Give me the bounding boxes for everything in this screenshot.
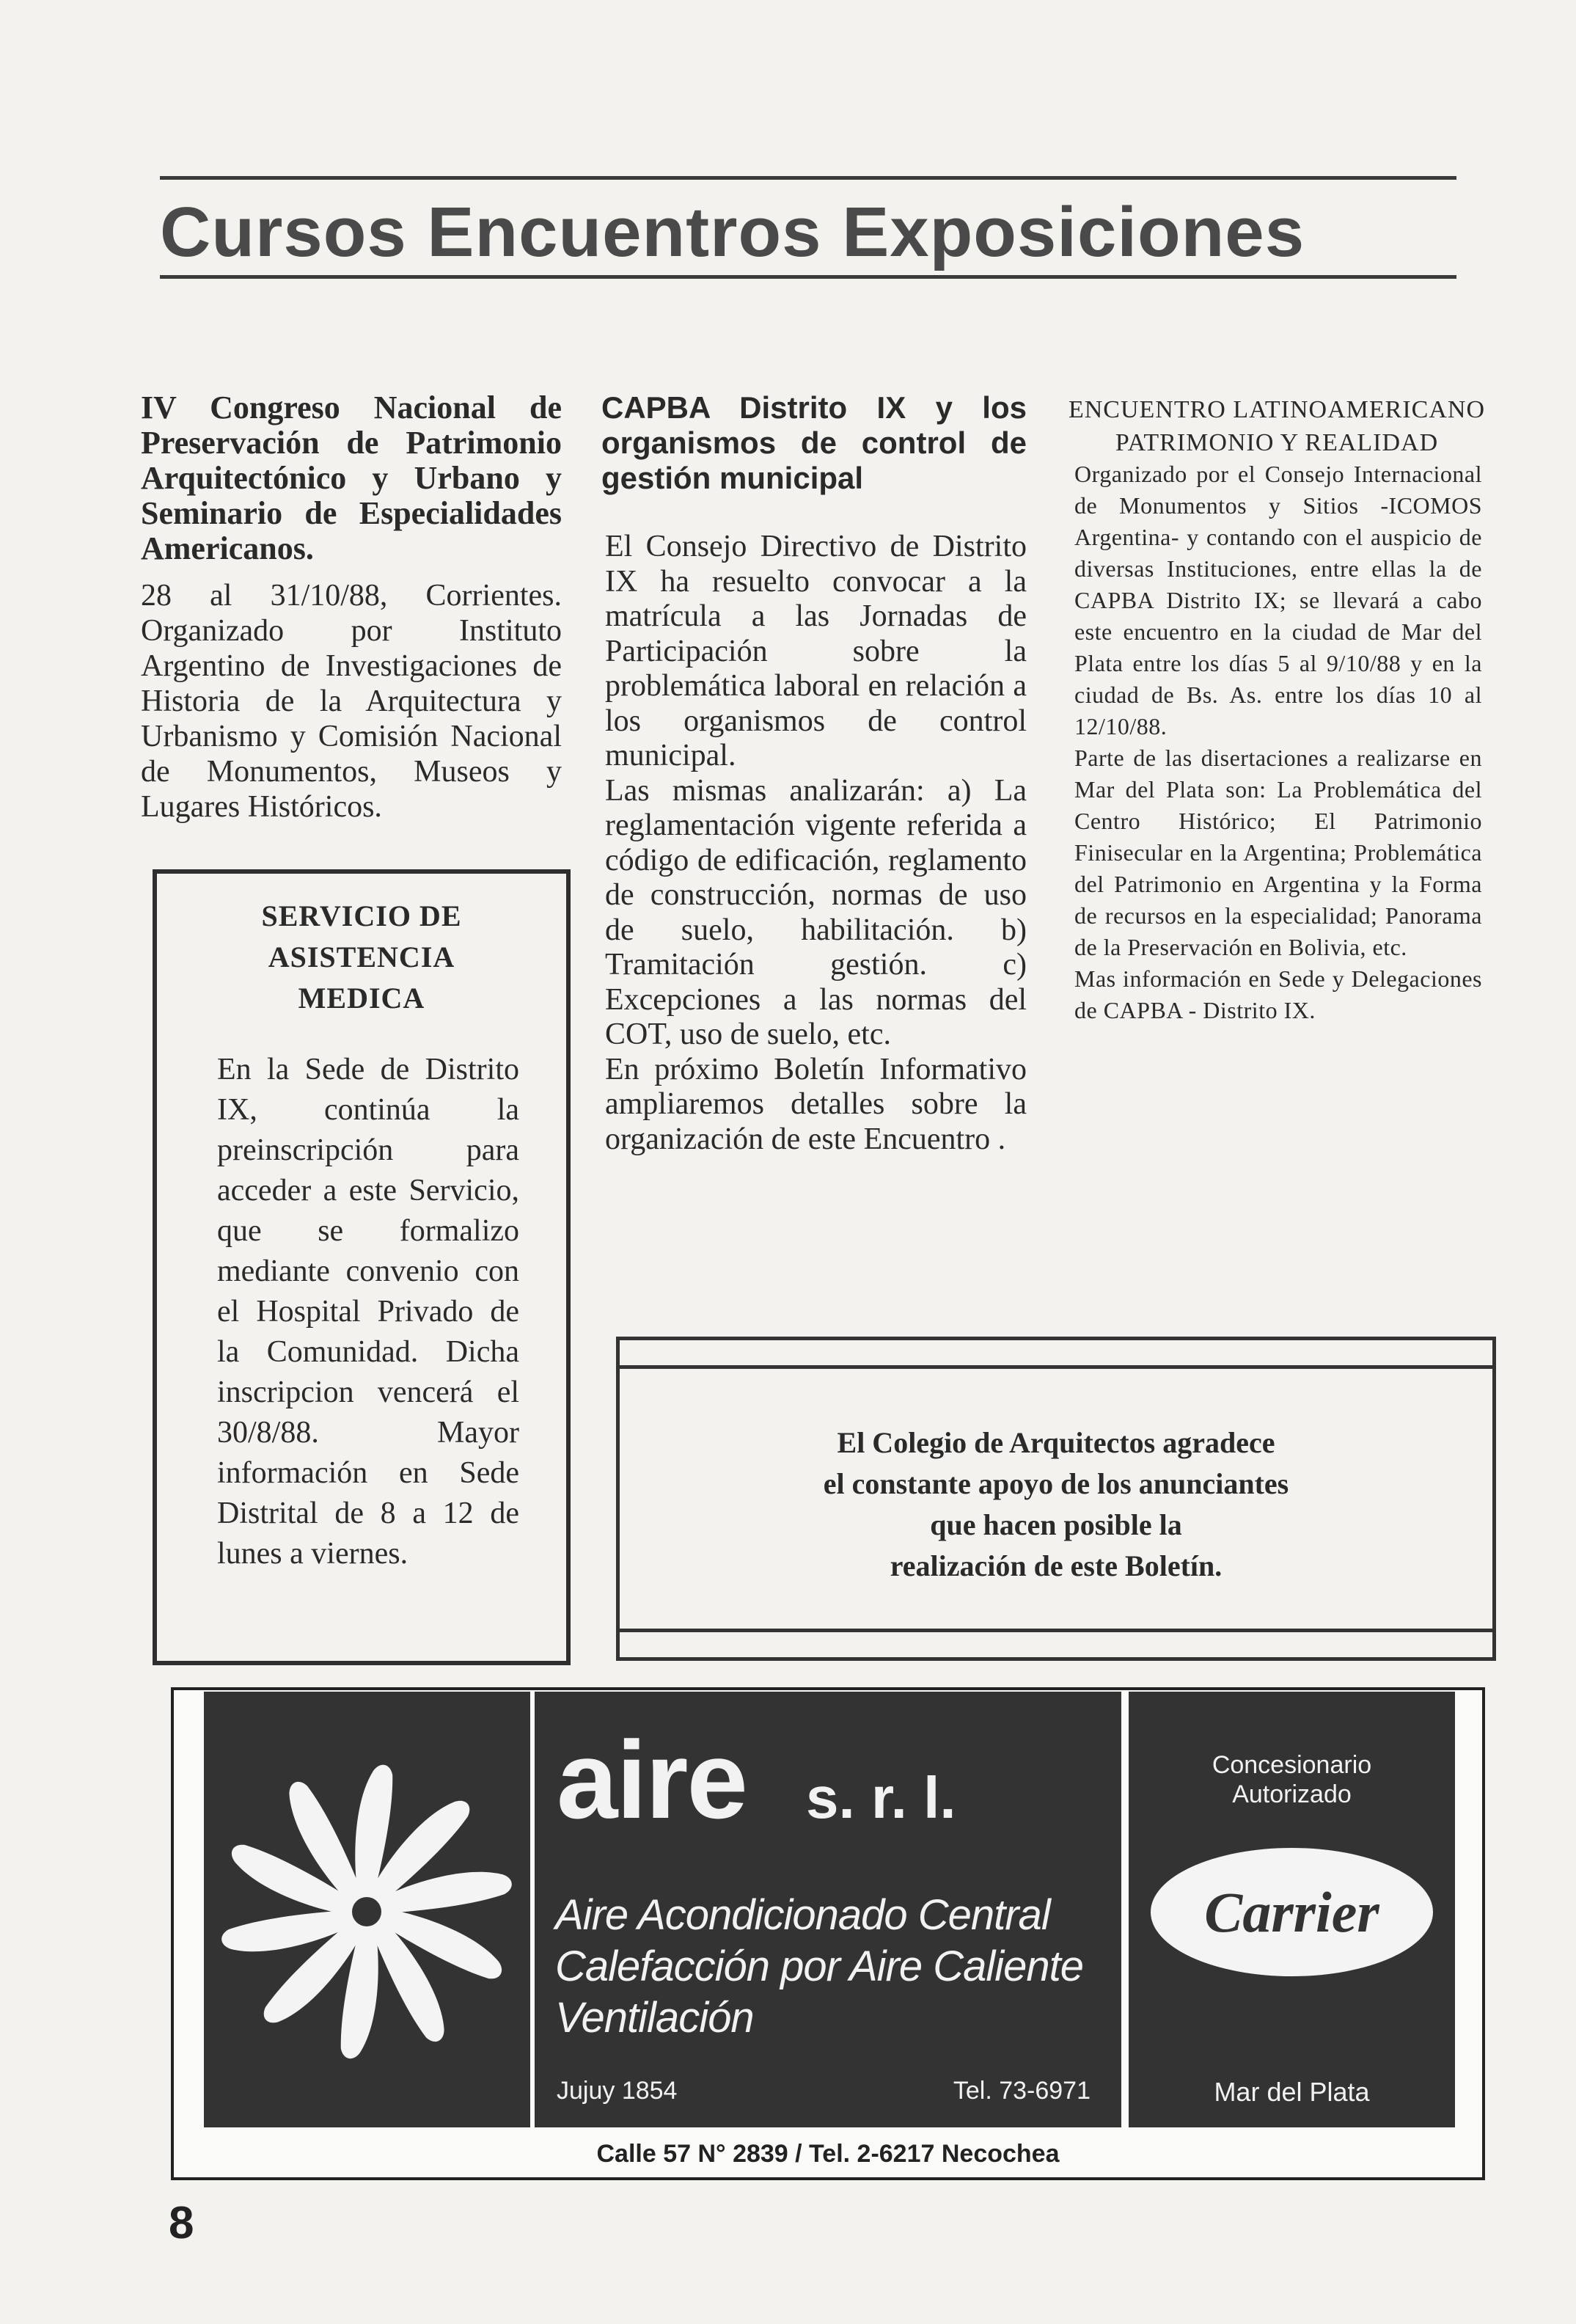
brand-suffix: s. r. l.: [806, 1765, 956, 1830]
congress-body: 28 al 31/10/88, Corrientes. Organizado por Instituto Argentino de Investigaciones de Historia de la Arquitectura y Urbanismo y Comisión Nacional de Monumentos, Museos y Lugares Históricos.: [141, 579, 562, 824]
advertisement: [171, 1687, 1485, 2180]
section-title: Cursos Encuentros Exposiciones: [160, 193, 1305, 271]
ad-footer: Calle 57 N° 2839 / Tel. 2-6217 Necochea: [596, 2140, 1060, 2168]
encuentro-paragraph: Organizado por el Consejo Internacional de Monumentos y Sitios -ICOMOS Argentina- y contando con el auspicio de diversas Instituciones, entre ellas la de CAPBA Distrito IX; se llevará a cabo este encuentro en la ciudad de Mar del Plata entre los días 5 al 9/10/88 y en la ciudad de Bs. As. entre los días 10 al 12/10/88.: [1074, 461, 1482, 739]
encuentro-paragraph: Parte de las disertaciones a realizarse en Mar del Plata son: La Problemática del Centro Histórico; El Patrimonio Finisecular en la Argentina; Problemática del Patrimonio en Argentina y la Forma de recursos en la especialidad; Panorama de la Preservación en Bolivia, etc.: [1074, 745, 1482, 960]
medical-title-line: SERVICIO DE: [261, 899, 462, 932]
dealer-city: Mar del Plata: [1214, 2077, 1370, 2107]
capba-paragraph: En próximo Boletín Informativo ampliaremos detalles sobre la organización de este Encuentro .: [605, 1052, 1027, 1156]
carrier-logo: [1151, 1848, 1433, 1976]
ad-service-line: Ventilación: [555, 1994, 754, 2042]
dealer-label-line: Autorizado: [1232, 1780, 1352, 1808]
encuentro-heading-line: ENCUENTRO LATINOAMERICANO: [1068, 396, 1486, 423]
ad-phone: Tel. 73-6971: [953, 2077, 1091, 2105]
ad-service-line: Aire Acondicionado Central: [555, 1891, 1050, 1939]
thanks-box: [616, 1337, 1496, 1661]
brand-logo: aire: [557, 1718, 747, 1841]
encuentro-heading-line: PATRIMONIO Y REALIDAD: [1115, 429, 1439, 456]
thanks-line: el constante apoyo de los anunciantes: [823, 1467, 1289, 1500]
dealer-label: [1129, 1750, 1455, 1809]
page-number: 8: [169, 2198, 194, 2248]
congress-heading: IV Congreso Nacional de Preservación de Patrimonio Arquitectónico y Urbano y Seminario de Especialidades Americanos.: [141, 390, 562, 566]
ad-address: Jujuy 1854: [557, 2077, 678, 2105]
thanks-line: El Colegio de Arquitectos agradece: [837, 1426, 1275, 1459]
thanks-line: realización de este Boletín.: [890, 1549, 1223, 1582]
medical-service-box: [153, 869, 571, 1665]
ad-service-line: Calefacción por Aire Caliente: [555, 1943, 1084, 1990]
ad-dealer-panel: [1129, 1692, 1455, 2127]
encuentro-paragraph: Mas información en Sede y Delegaciones de CAPBA - Distrito IX.: [1074, 965, 1482, 1023]
thanks-box-rule-bottom: [620, 1629, 1492, 1632]
carrier-logo-text: Carrier: [1204, 1879, 1379, 1944]
fan-icon: [204, 1692, 530, 2127]
thanks-box-rule-top: [620, 1365, 1492, 1369]
thanks-text: [620, 1422, 1492, 1587]
capba-paragraph: El Consejo Directivo de Distrito IX ha resuelto convocar a la matrícula a las Jornadas de Participación sobre la problemática laboral en relación a los organismos de control municipal.: [605, 530, 1027, 772]
capba-paragraph: Las mismas analizarán: a) La reglamentación vigente referida a código de edificación, reglamento de construcción, normas de uso de suelo, habilitación. b) Tramitación gestión. c) Excepciones a las normas del COT, uso de suelo, etc.: [605, 773, 1027, 1051]
dealer-label-line: Concesionario: [1212, 1751, 1372, 1779]
medical-service-title: [157, 896, 566, 1019]
header-rule-bottom: [160, 275, 1456, 279]
medical-title-line: ASISTENCIA: [268, 940, 455, 973]
capba-heading: CAPBA Distrito IX y los organismos de control de gestión municipal: [601, 390, 1027, 495]
ad-logo-panel: [204, 1692, 530, 2127]
header-rule-top: [160, 176, 1456, 180]
ad-main-panel: [535, 1692, 1121, 2127]
medical-title-line: MEDICA: [298, 982, 425, 1015]
thanks-line: que hacen posible la: [930, 1508, 1182, 1541]
capba-body: [605, 530, 1027, 1157]
medical-service-body: En la Sede de Distrito IX, continúa la preinscripción para acceder a este Servicio, que se formalizo mediante convenio con el Hospital Privado de la Comunidad. Dicha inscripcion vencerá el 30/8/88. Mayor información en Sede Distrital de 8 a 12 de lunes a viernes.: [217, 1053, 519, 1571]
ad-services: [555, 1890, 1113, 2044]
encuentro-heading: [1053, 393, 1500, 459]
encuentro-body: [1074, 458, 1482, 1026]
